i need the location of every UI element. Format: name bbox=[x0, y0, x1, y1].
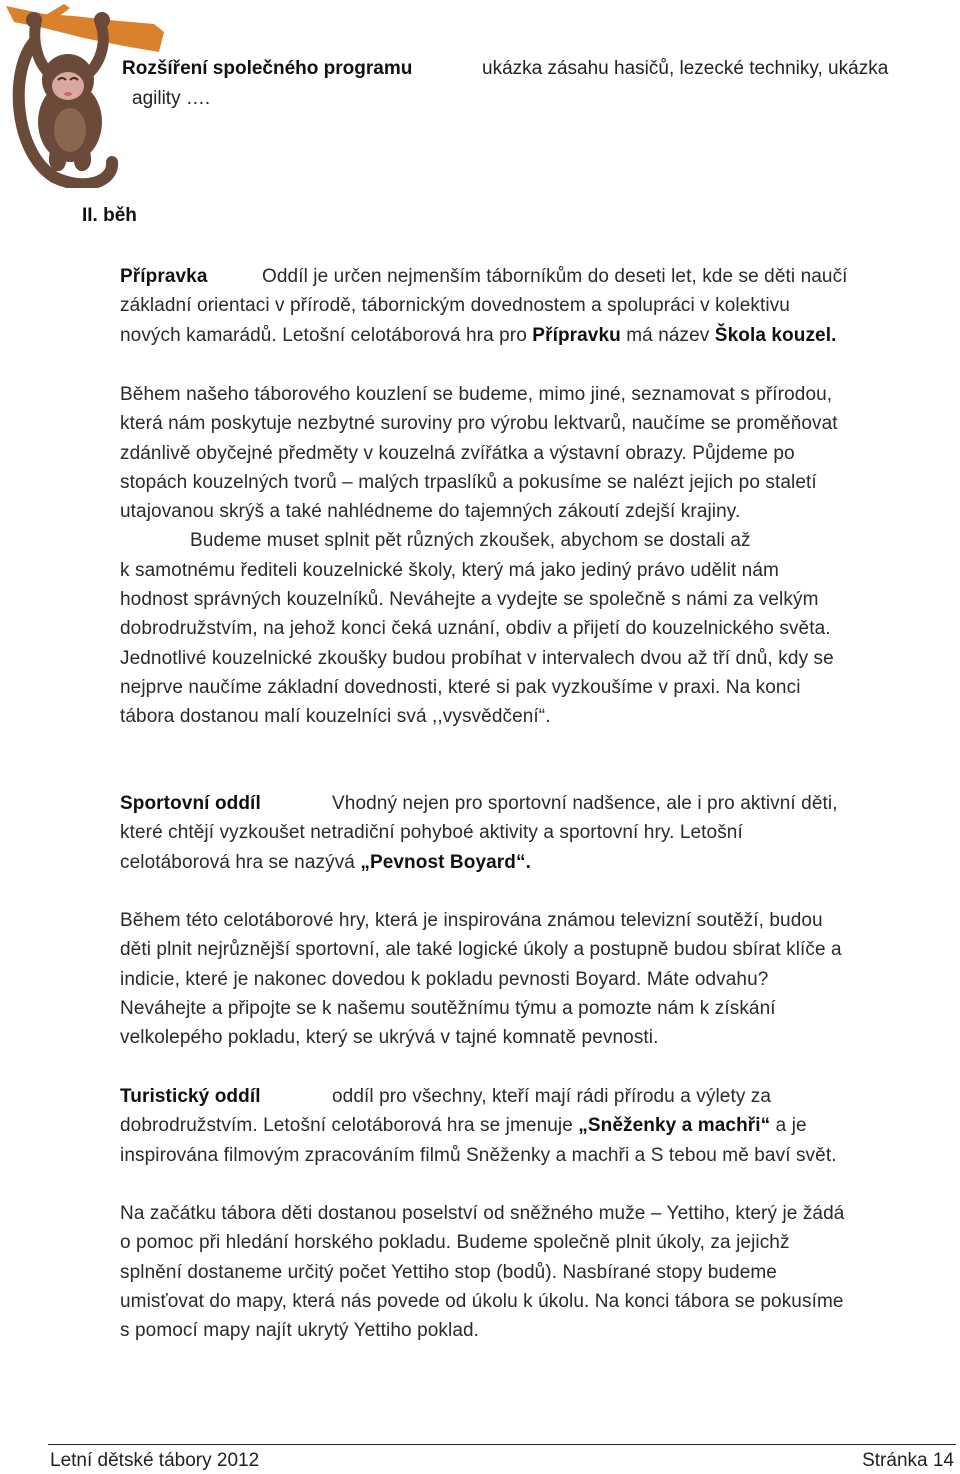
paragraph-line: Jednotlivé kouzelnické zkoušky budou probíhat v intervalech dvou až tří dnů, kdy se bbox=[120, 647, 834, 669]
paragraph-line: hodnost správných kouzelníků. Neváhejte a vydejte se společně s námi za velkým bbox=[120, 589, 819, 611]
sportovni-line3: celotáborová hra se nazývá „Pevnost Boyard“. bbox=[120, 851, 531, 873]
paragraph-line: zdánlivě obyčejné předměty v kouzelná zvířátka a výstavní obrazy. Půjdeme po bbox=[120, 442, 795, 464]
program-title-bold: Rozšíření společného programu bbox=[122, 58, 413, 79]
paragraph-line: indicie, které je nakonec dovedou k pokladu pevnosti Boyard. Máte odvahu? bbox=[120, 968, 769, 990]
paragraph-line: Na začátku tábora děti dostanou poselství od sněžného muže – Yettiho, který je žádá bbox=[120, 1203, 845, 1224]
paragraph-line: dobrodružstvím, na jehož konci čeká uznání, obdiv a přijetí do kouzelnického světa. bbox=[120, 618, 831, 640]
paragraph-line: nejprve naučíme základní dovednosti, které si pak vyzkoušíme v praxi. Na konci bbox=[120, 676, 801, 698]
paragraph-line: umisťovat do mapy, která nás povede od úkolu k úkolu. Na konci tábora se pokusíme bbox=[120, 1290, 844, 1312]
sportovni-intro bbox=[120, 789, 950, 877]
paragraph-line: Neváhejte a připojte se k našemu soutěžnímu týmu a pomozte nám k získání bbox=[120, 997, 776, 1019]
paragraph-line: utajovanou skrýš a také nahlédneme do tajemných zákoutí zdejší krajiny. bbox=[120, 501, 741, 523]
turisticky-label: Turistický oddíl bbox=[120, 1086, 261, 1107]
pripravka-label: Přípravka bbox=[120, 266, 208, 287]
paragraph-line: stopách kouzelných tvorů – malých trpaslíků a pokusíme se nalézt jejich po staletí bbox=[120, 471, 817, 493]
paragraph-line: velkolepého pokladu, který se ukrývá v tajné komnatě pevnosti. bbox=[120, 1027, 659, 1049]
sportovni-line1: Sportovní oddíl Vhodný nejen pro sportovní nadšence, ale i pro aktivní děti, bbox=[120, 789, 950, 818]
program-title-line1: ukázka zásahu hasičů, lezecké techniky, ukázka bbox=[482, 58, 889, 79]
sportovni-line2: které chtějí vyzkoušet netradiční pohyboé aktivity a sportovní hry. Letošní bbox=[120, 822, 743, 844]
turisticky-intro bbox=[120, 1082, 950, 1170]
program-title-line2: agility …. bbox=[132, 88, 211, 109]
paragraph-line: která nám poskytuje nezbytné suroviny pro výrobu lektvarů, naučíme se proměňovat bbox=[120, 413, 838, 435]
section-heading: II. běh bbox=[82, 205, 137, 226]
pripravka-line2: základní orientaci v přírodě, tábornickým dovednostem a spolupráci v kolektivu bbox=[120, 295, 790, 317]
footer-title: Letní dětské tábory 2012 bbox=[50, 1450, 260, 1471]
pripravka-line1: Přípravka Oddíl je určen nejmenším táborníkům do deseti let, kde se děti naučí bbox=[120, 262, 950, 291]
turisticky-description bbox=[120, 1199, 950, 1345]
sportovni-description bbox=[120, 906, 950, 1052]
pripravka-line3: nových kamarádů. Letošní celotáborová hra pro Přípravku má název Škola kouzel. bbox=[120, 324, 837, 346]
pripravka-intro bbox=[120, 262, 950, 350]
footer-divider bbox=[48, 1444, 956, 1445]
turisticky-line1: Turistický oddíl oddíl pro všechny, kteří mají rádi přírodu a výlety za bbox=[120, 1082, 950, 1111]
turisticky-line3: inspirována filmovým zpracováním filmů Sněženky a machři a S tebou mě baví svět. bbox=[120, 1144, 837, 1166]
paragraph-line: tábora dostanou malí kouzelníci svá ,,vysvědčení“. bbox=[120, 706, 551, 728]
paragraph-line: Během této celotáborové hry, která je inspirována známou televizní soutěží, budou bbox=[120, 910, 823, 931]
sportovni-label: Sportovní oddíl bbox=[120, 793, 261, 814]
paragraph-line: Během našeho táborového kouzlení se budeme, mimo jiné, seznamovat s přírodou, bbox=[120, 384, 833, 405]
paragraph-line: k samotnému řediteli kouzelnické školy, který má jako jediný právo udělit nám bbox=[120, 559, 779, 581]
pripravka-description bbox=[120, 380, 950, 732]
paragraph-line: o pomoc při hledání horského pokladu. Budeme společně plnit úkoly, za jejichž bbox=[120, 1232, 790, 1254]
paragraph-line: děti plnit nejrůznější sportovní, ale také logické úkoly a postupně budou sbírat klíče a bbox=[120, 939, 842, 961]
paragraph-line: splnění dostaneme určitý počet Yettiho stop (bodů). Nasbírané stopy budeme bbox=[120, 1261, 777, 1283]
turisticky-line2: dobrodružstvím. Letošní celotáborová hra se jmenuje „Sněženky a machři“ a je bbox=[120, 1115, 807, 1137]
paragraph-line: s pomocí mapy najít ukrytý Yettiho poklad. bbox=[120, 1320, 480, 1342]
page-number: Stránka 14 bbox=[862, 1450, 954, 1471]
paragraph-line: Budeme muset splnit pět různých zkoušek, abychom se dostali až bbox=[190, 530, 751, 552]
